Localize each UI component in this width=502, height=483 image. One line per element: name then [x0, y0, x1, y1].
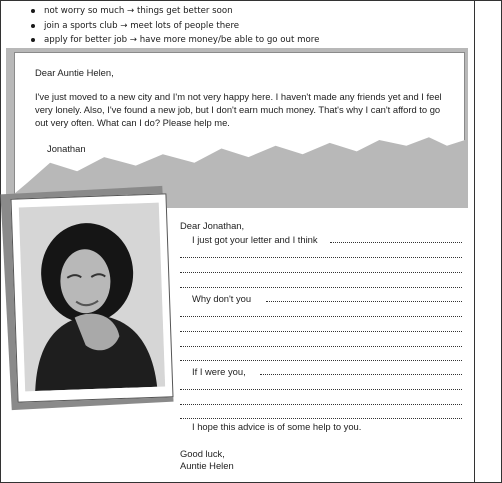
reply-greeting: Dear Jonathan,	[180, 220, 245, 231]
right-margin-line	[474, 0, 475, 483]
letter-greeting: Dear Auntie Helen,	[35, 67, 114, 78]
write-line-2[interactable]	[180, 249, 462, 259]
letter-from-jonathan	[35, 66, 455, 155]
bullet-item: apply for better job → have more money/be able to go out more	[30, 33, 319, 48]
write-line-13[interactable]	[180, 410, 462, 420]
write-line-5[interactable]	[180, 293, 462, 303]
reply-signature: Auntie Helen	[180, 460, 234, 471]
write-line-6[interactable]	[180, 308, 462, 318]
letter-body: I've just moved to a new city and I'm not very happy here. I haven't made any friends yet and I feel very lonely. Also, I've found a new job, but I don't earn much money. That's why I can't afford to go out very often. What can I do? Please help me.	[35, 91, 442, 128]
write-line-3[interactable]	[180, 264, 462, 274]
bullet-item: not worry so much → things get better soon	[30, 4, 319, 19]
reply-prompt-1: I just got your letter and I think	[192, 234, 318, 245]
write-line-10[interactable]	[180, 366, 462, 376]
reply-signoff: Good luck,	[180, 448, 225, 459]
write-line-1[interactable]	[180, 234, 462, 244]
auntie-helen-photo	[19, 203, 165, 392]
write-line-11[interactable]	[180, 381, 462, 391]
write-line-12[interactable]	[180, 396, 462, 406]
write-line-4[interactable]	[180, 279, 462, 289]
reply-prompt-2: Why don't you	[192, 293, 252, 304]
write-line-8[interactable]	[180, 338, 462, 348]
reply-prompt-3: If I were you,	[192, 366, 246, 377]
write-line-9[interactable]	[180, 352, 462, 362]
photo-card	[10, 193, 173, 402]
write-line-7[interactable]	[180, 323, 462, 333]
bullet-item: join a sports club → meet lots of people there	[30, 19, 319, 34]
bullet-list	[30, 4, 319, 48]
reply-closing-line: I hope this advice is of some help to you.	[192, 421, 362, 432]
letter-signature: Jonathan	[47, 143, 86, 154]
